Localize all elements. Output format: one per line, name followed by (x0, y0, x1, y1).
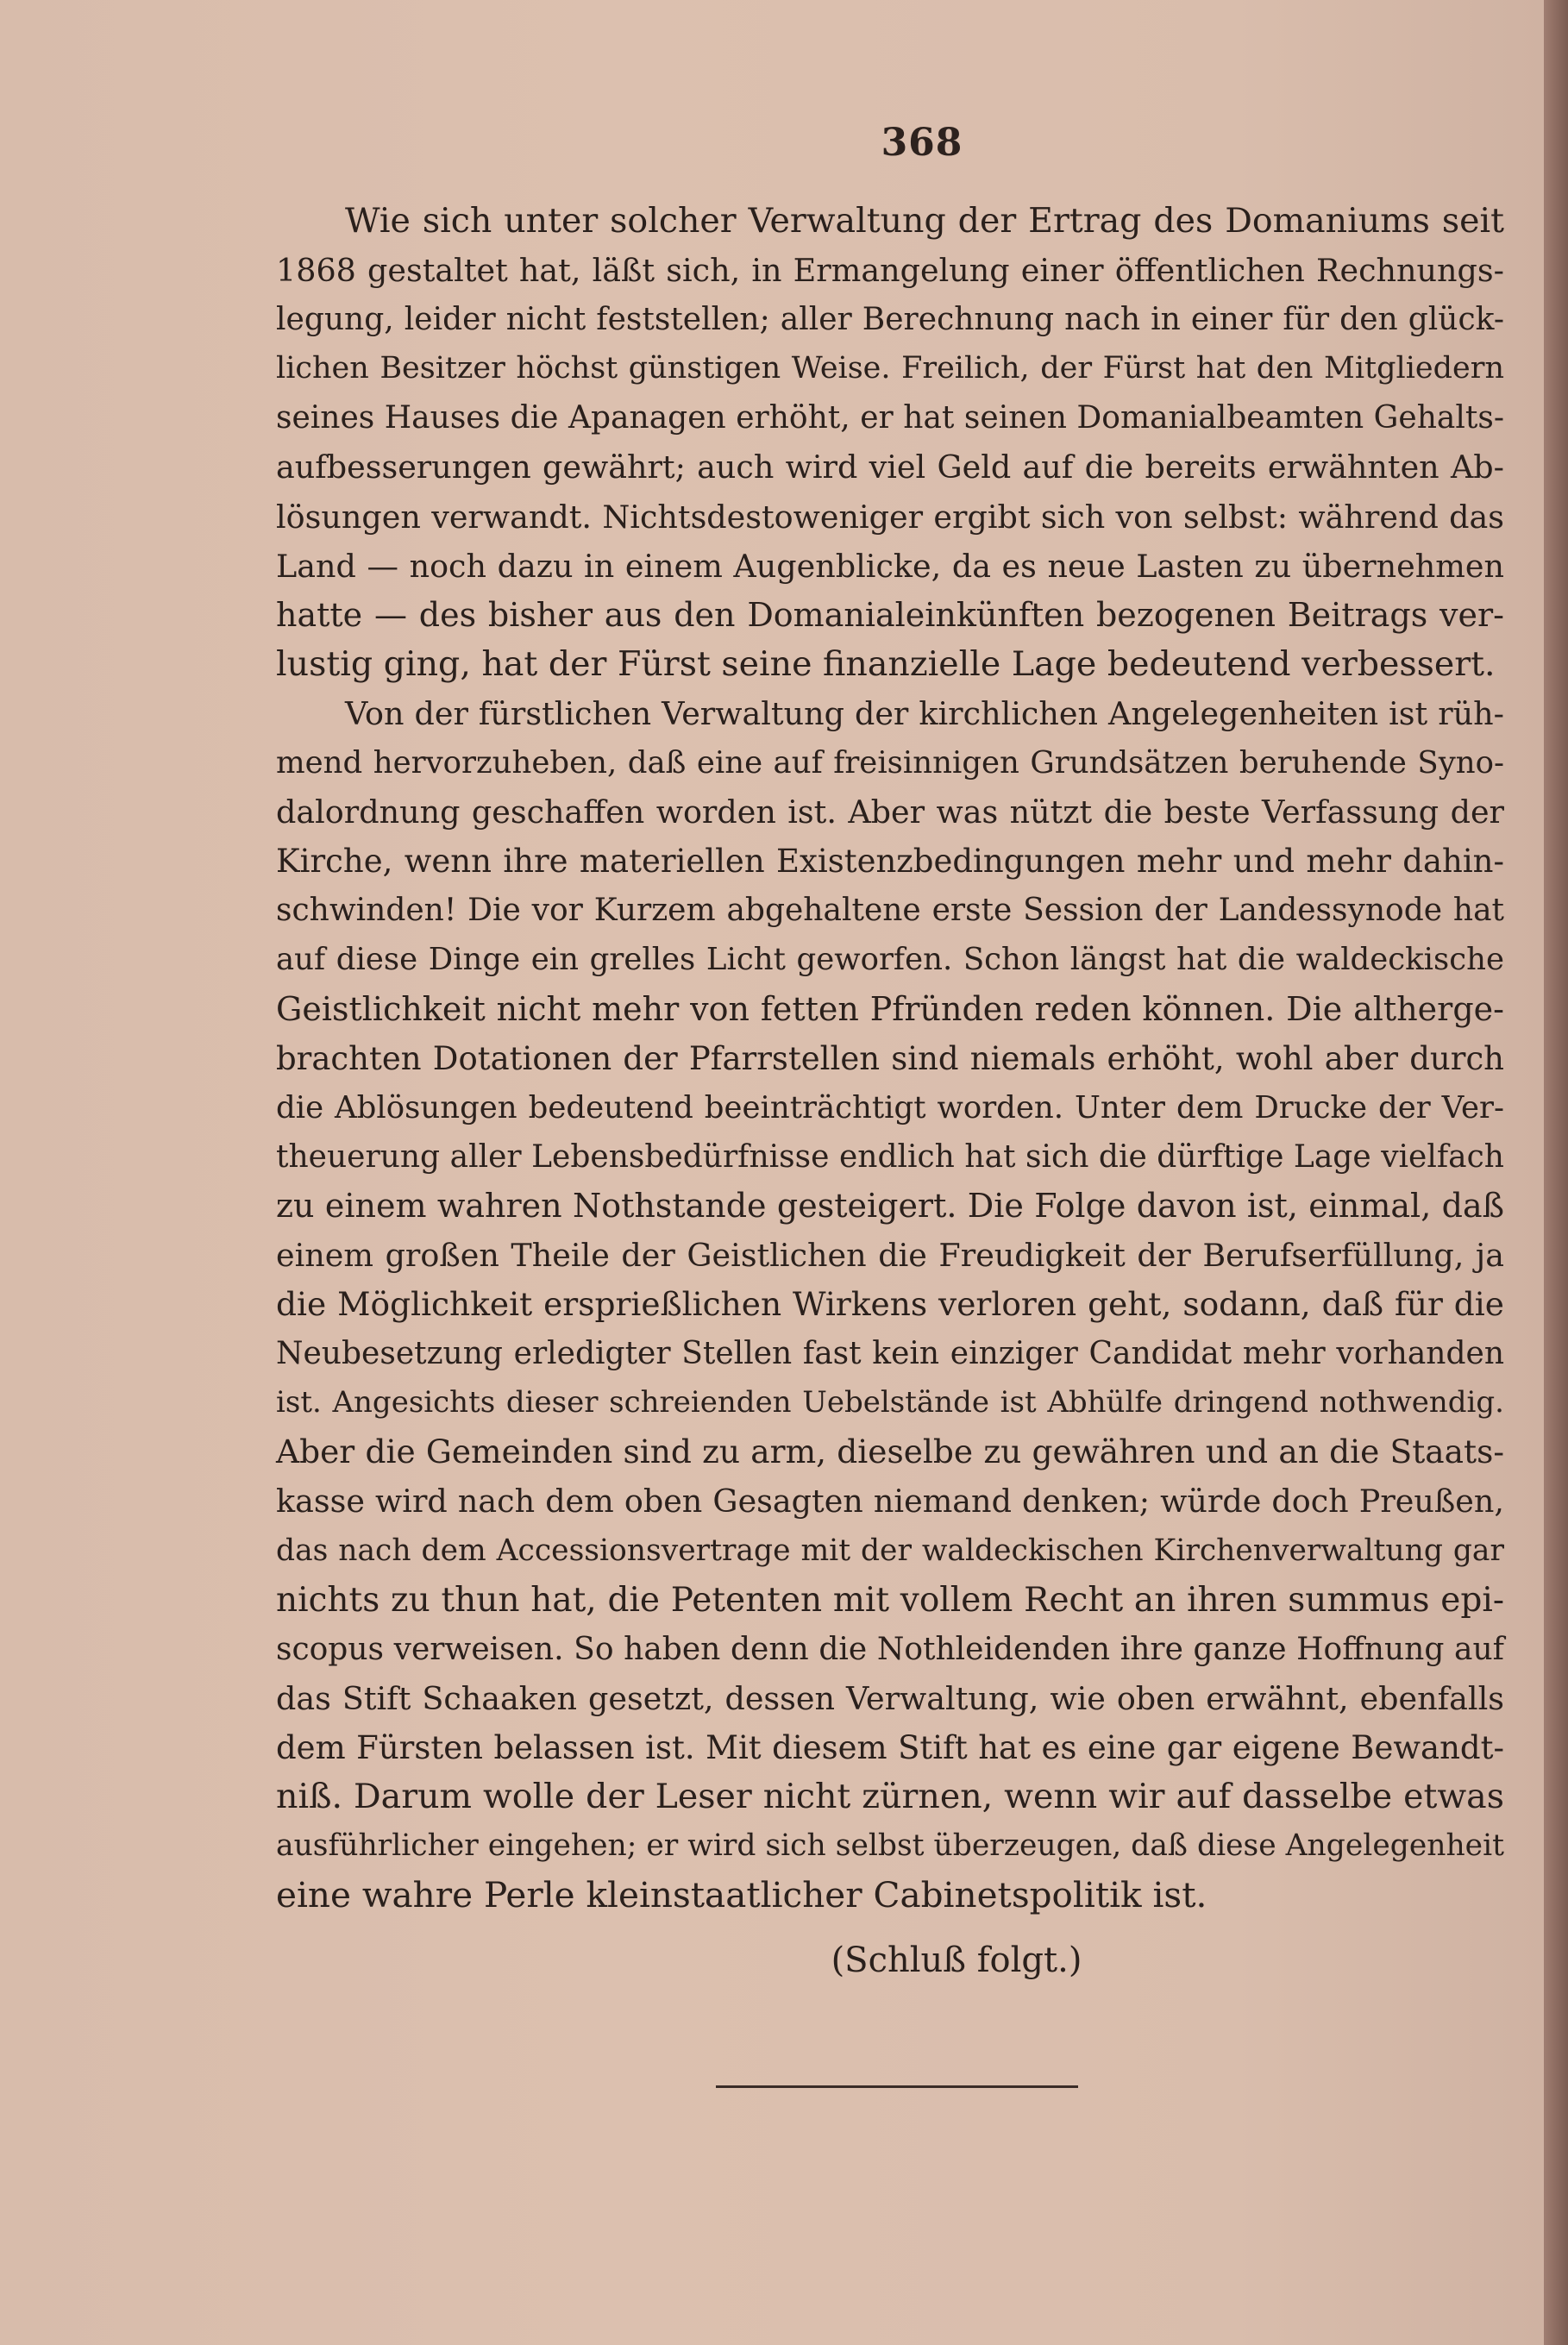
text-line: lichen Besitzer höchst günstigen Weise. Freilich, der Fürst hat den Mitgliedern (276, 351, 1504, 386)
text-line: theuerung aller Lebensbedürfnisse endlich hat sich die dürftige Lage vielfach (276, 1138, 1504, 1175)
text-line: legung, leider nicht feststellen; aller Berechnung nach in einer für den glück- (276, 302, 1504, 338)
text-line: scopus verweisen. So haben denn die Nothleidenden ihre ganze Hoffnung auf (276, 1631, 1504, 1667)
text-line: lösungen verwandt. Nichtsdestoweniger ergibt sich von selbst: während das (276, 498, 1504, 536)
text-line: die Ablösungen bedeutend beeinträchtigt worden. Unter dem Drucke der Ver- (276, 1089, 1504, 1125)
text-line: 1868 gestaltet hat, läßt sich, in Ermangelung einer öffentlichen Rechnungs- (276, 252, 1504, 290)
text-line: Kirche, wenn ihre materiellen Existenzbedingungen mehr und mehr dahin- (276, 843, 1504, 881)
text-line: auf diese Dinge ein grelles Licht geworfen. Schon längst hat die waldeckische (276, 942, 1504, 978)
text-line: ausführlicher eingehen; er wird sich selbst überzeugen, daß diese Angelegenheit (276, 1828, 1504, 1864)
text-line: dalordnung geschaffen worden ist. Aber was nützt die beste Verfassung der (276, 793, 1504, 831)
text-line: die Möglichkeit ersprießlichen Wirkens verloren geht, sodann, daß für die (276, 1285, 1504, 1324)
page-edge (1544, 0, 1568, 2345)
text-line: das nach dem Accessionsvertrage mit der waldeckischen Kirchenverwaltung gar (276, 1533, 1504, 1568)
text-line: kasse wird nach dem oben Gesagten niemand denken; würde doch Preußen, (276, 1483, 1504, 1520)
text-line: seines Hauses die Apanagen erhöht, er hat seinen Domanialbeamten Gehalts- (276, 400, 1504, 436)
text-line: Neubesetzung erledigter Stellen fast kein einziger Candidat mehr vorhanden (276, 1336, 1504, 1372)
text-line: Aber die Gemeinden sind zu arm, dieselbe zu gewähren und an die Staats- (276, 1433, 1504, 1471)
text-line: einem großen Theile der Geistlichen die Freudigkeit der Berufserfüllung, ja (276, 1236, 1504, 1274)
text-line: das Stift Schaaken gesetzt, dessen Verwaltung, wie oben erwähnt, ebenfalls (276, 1679, 1504, 1717)
text-line: brachten Dotationen der Pfarrstellen sind niemals erhöht, wohl aber durch (276, 1039, 1504, 1077)
text-line: lustig ging, hat der Fürst seine finanzielle Lage bedeutend verbessert. (276, 643, 1496, 684)
text-line: mend hervorzuheben, daß eine auf freisinnigen Grundsätzen beruhende Syno- (276, 745, 1504, 781)
text-line: zu einem wahren Nothstande gesteigert. Die Folge davon ist, einmal, daß (276, 1186, 1504, 1225)
text-line: aufbesserungen gewährt; auch wird viel Geld auf die bereits erwähnten Ab- (276, 448, 1504, 486)
closing-note: (Schluß folgt.) (831, 1941, 1082, 1980)
text-line: Land — noch dazu in einem Augenblicke, da es neue Lasten zu übernehmen (276, 547, 1504, 585)
text-line: dem Fürsten belassen ist. Mit diesem Stift hat es eine gar eigene Bewandt- (276, 1728, 1504, 1766)
body-text (276, 197, 1504, 1920)
text-line: Geistlichkeit nicht mehr von fetten Pfründen reden können. Die altherge- (276, 989, 1504, 1028)
text-line: Von der fürstlichen Verwaltung der kirchlichen Angelegenheiten ist rüh- (345, 694, 1504, 732)
text-line: ist. Angesichts dieser schreienden Uebelstände ist Abhülfe dringend nothwendig. (276, 1385, 1504, 1420)
text-line: hatte — des bisher aus den Domanialeinkünften bezogenen Beitrags ver- (276, 595, 1504, 634)
text-line: eine wahre Perle kleinstaatlicher Cabinetspolitik ist. (276, 1874, 1207, 1916)
page-number: 368 (881, 121, 963, 165)
text-line: nichts zu thun hat, die Petenten mit vollem Recht an ihren summus epi- (276, 1580, 1504, 1620)
text-line: schwinden! Die vor Kurzem abgehaltene erste Session der Landessynode hat (276, 893, 1504, 929)
text-line: Wie sich unter solcher Verwaltung der Ertrag des Domaniums seit (345, 201, 1504, 241)
text-line: niß. Darum wolle der Leser nicht zürnen, wenn wir auf dasselbe etwas (276, 1777, 1504, 1816)
end-divider (716, 2085, 1078, 2088)
